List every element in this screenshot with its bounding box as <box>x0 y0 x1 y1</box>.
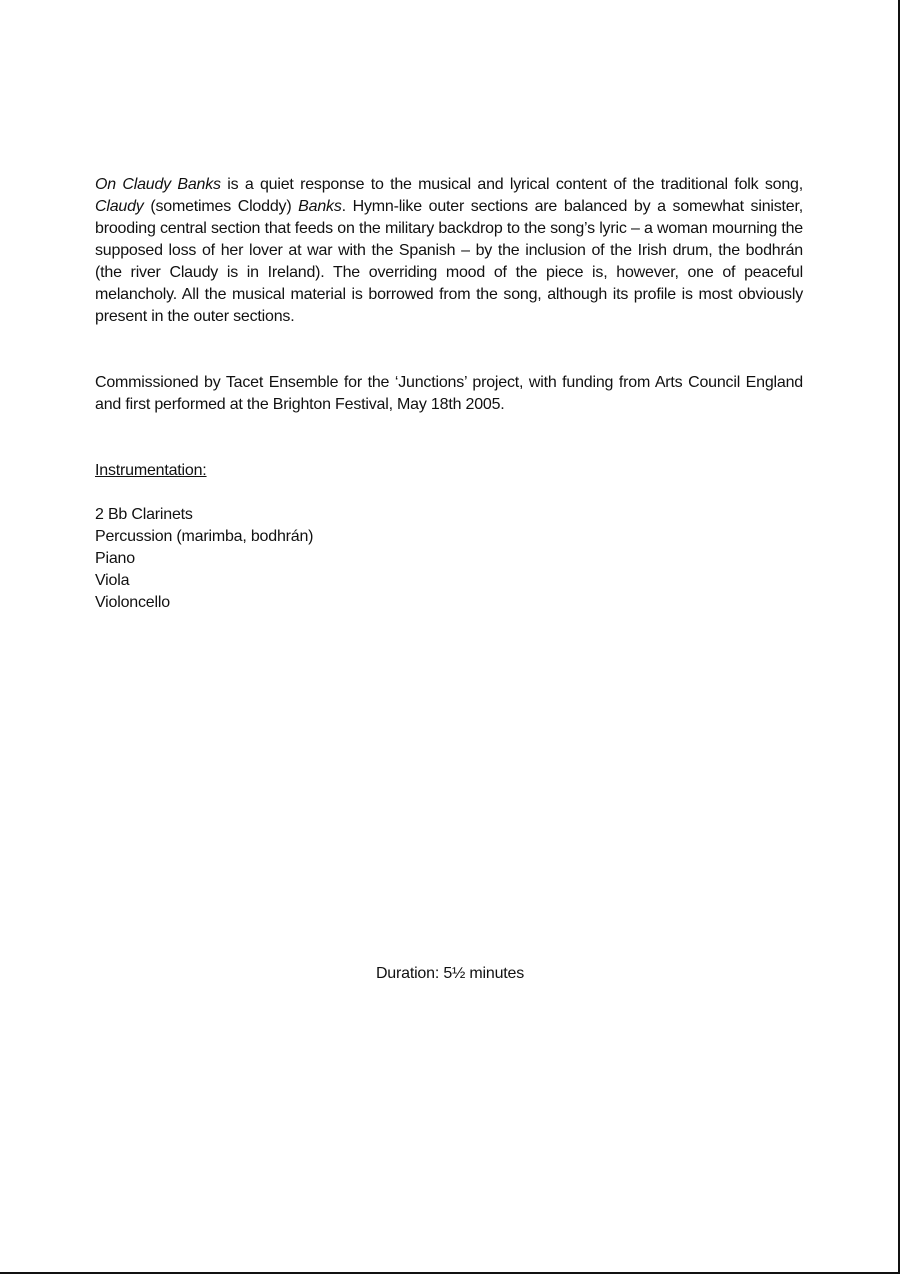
song-title-part-1: Claudy <box>95 198 144 215</box>
programme-note-text-2: (sometimes Cloddy) <box>143 198 299 215</box>
programme-note <box>95 174 803 328</box>
commission-note: Commissioned by Tacet Ensemble for the ‘Junctions’ project, with funding from Arts Council England and first performed at the Brighton Festival, May 18th 2005. <box>95 374 803 413</box>
song-title-part-2: Banks <box>298 198 342 215</box>
instrumentation-list <box>95 504 803 614</box>
instrumentation-heading: Instrumentation: <box>95 462 207 479</box>
preface-content <box>95 174 803 614</box>
instrument-item: Violoncello <box>95 594 170 611</box>
programme-note-text-3: . Hymn-like outer sections are balanced by a somewhat sinister, brooding central section that feeds on the military backdrop to the song’s lyric – a woman mourning the supposed loss of her lover at war with the Spanish – by the inclusion of the Irish drum, the bodhrán (the river Claudy is in Ireland). The overriding mood of the piece is, however, one of peaceful melancholy. All the musical material is borrowed from the song, although its profile is most obviously present in the outer sections. <box>95 198 803 325</box>
instrument-item: Percussion (marimba, bodhrán) <box>95 528 314 545</box>
duration-text: Duration: 5½ minutes <box>375 965 525 982</box>
instrument-item: 2 Bb Clarinets <box>95 506 193 523</box>
piece-title: On Claudy Banks <box>95 176 221 193</box>
instrument-item: Viola <box>95 572 130 589</box>
instrument-item: Piano <box>95 550 135 567</box>
programme-note-text-1: is a quiet response to the musical and lyrical content of the traditional folk song, <box>220 176 803 193</box>
